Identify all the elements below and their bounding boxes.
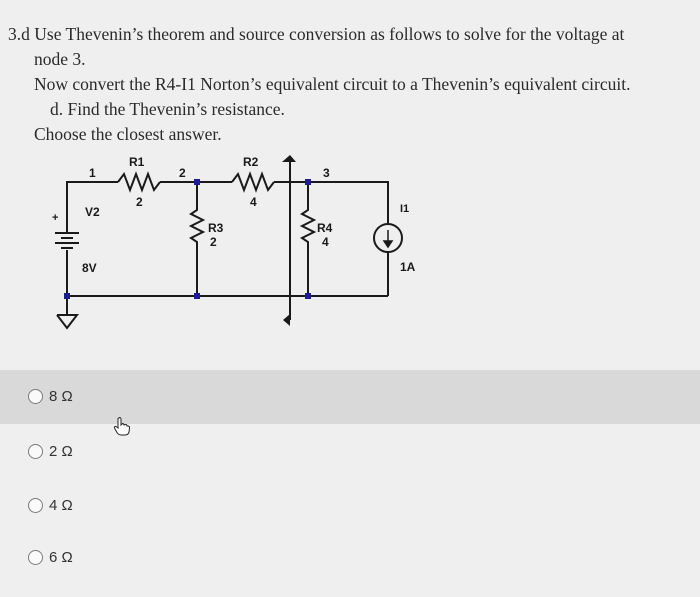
node-2-label: 2 [179, 166, 186, 180]
v2-name-label: V2 [85, 205, 100, 219]
probe-arrow-top-icon [282, 155, 296, 162]
radio-button[interactable] [28, 498, 43, 513]
i1-name-label: I1 [400, 203, 410, 215]
r3-resistor-symbol [191, 182, 203, 296]
question-line-1: 3.d Use Thevenin’s theorem and source conversion as follows to solve for the voltage at [8, 24, 625, 44]
node-dot-ground [64, 293, 70, 299]
answer-option-8-ohm[interactable] [28, 381, 73, 411]
r1-value-label: 2 [136, 195, 143, 209]
question-line-3: Now convert the R4-I1 Norton’s equivalent circuit to a Thevenin’s equivalent circuit. [34, 74, 631, 94]
answer-option-6-ohm[interactable] [28, 542, 73, 572]
node-dot-3 [305, 179, 311, 185]
question-line-2: node 3. [34, 49, 86, 69]
r4-name-label: R4 [317, 221, 333, 235]
r2-name-label: R2 [243, 155, 259, 169]
radio-button[interactable] [28, 444, 43, 459]
r1-name-label: R1 [129, 155, 145, 169]
option-label: 2 Ω [49, 442, 73, 460]
v2-value-label: 8V [82, 261, 97, 275]
option-label: 6 Ω [49, 548, 73, 566]
r1-resistor-symbol [118, 174, 160, 190]
question-text [8, 22, 698, 147]
r4-resistor-symbol [302, 182, 314, 296]
node-1-label: 1 [89, 166, 96, 180]
r3-value-label: 2 [210, 235, 217, 249]
r2-value-label: 4 [250, 195, 257, 209]
v2-plus-label: + [52, 212, 59, 224]
r3-name-label: R3 [208, 221, 224, 235]
probe-arrow-bottom-icon [283, 314, 290, 326]
hovered-option-row [0, 370, 700, 424]
radio-button[interactable] [28, 550, 43, 565]
circuit-diagram [0, 150, 460, 335]
option-label: 4 Ω [49, 496, 73, 514]
v2-battery-symbol [55, 233, 79, 248]
question-line-5: Choose the closest answer. [34, 124, 222, 144]
answer-option-2-ohm[interactable] [28, 436, 73, 466]
node-3-label: 3 [323, 166, 330, 180]
hand-cursor-icon [112, 416, 132, 436]
ground-symbol [57, 315, 77, 328]
node-dot-2 [194, 179, 200, 185]
question-line-4: d. Find the Thevenin’s resistance. [50, 99, 285, 119]
r2-resistor-symbol [232, 174, 274, 190]
r4-value-label: 4 [322, 235, 329, 249]
i1-value-label: 1A [400, 260, 416, 274]
answer-option-4-ohm[interactable] [28, 490, 73, 520]
radio-button[interactable] [28, 389, 43, 404]
option-label: 8 Ω [49, 387, 73, 405]
